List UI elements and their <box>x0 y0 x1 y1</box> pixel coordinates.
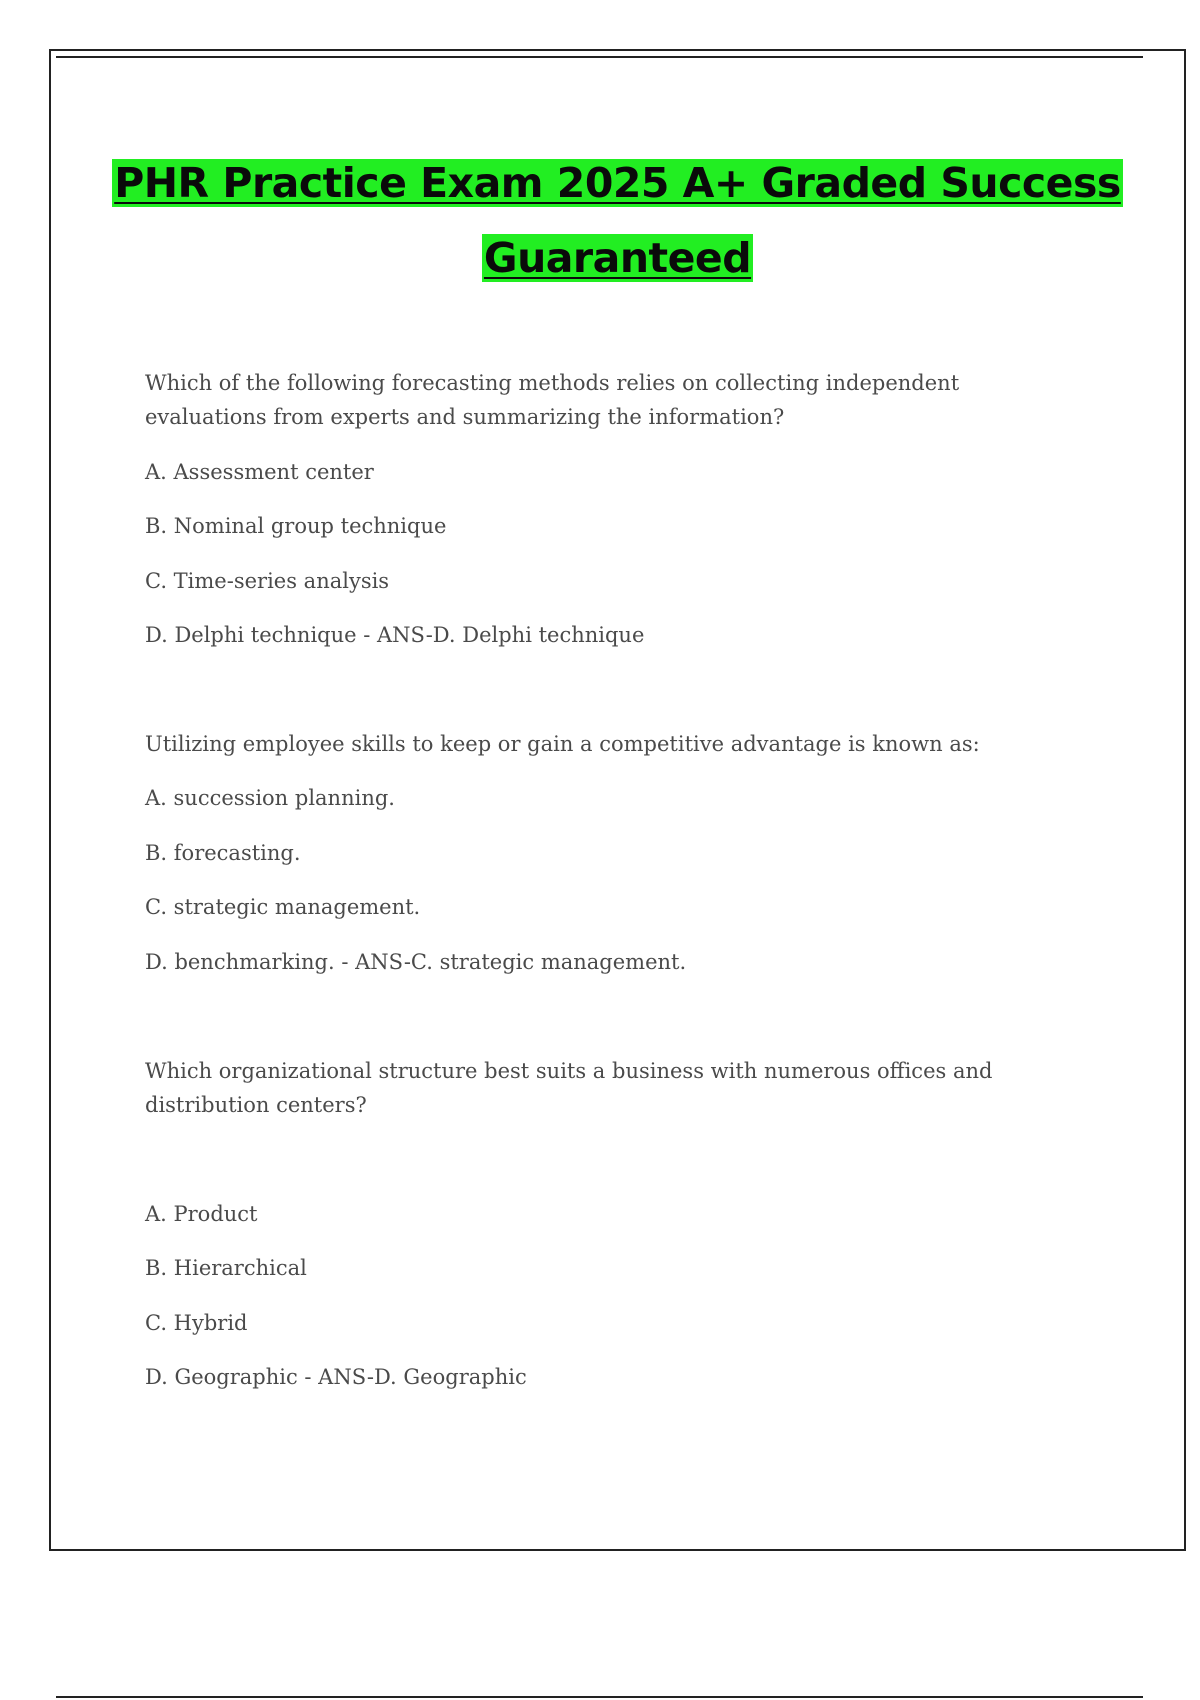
question-2-option-a: A. succession planning. <box>145 786 395 810</box>
question-1-option-b: B. Nominal group technique <box>145 514 447 538</box>
footer-rule <box>56 1696 1143 1698</box>
question-3-option-d-answer: D. Geographic - ANS-D. Geographic <box>145 1365 527 1389</box>
question-2-option-c: C. strategic management. <box>145 895 421 919</box>
question-3-text-line-2: distribution centers? <box>145 1093 367 1117</box>
question-2-option-b: B. forecasting. <box>145 841 301 865</box>
question-1-text-line-2: evaluations from experts and summarizing the information? <box>145 405 785 429</box>
title-line-2: Guaranteed <box>483 234 752 282</box>
question-1-option-c: C. Time-series analysis <box>145 569 390 593</box>
header-rule <box>56 56 1143 58</box>
question-1-text-line-1: Which of the following forecasting methods relies on collecting independent <box>145 371 960 395</box>
question-3-option-b: B. Hierarchical <box>145 1256 307 1280</box>
question-3-option-c: C. Hybrid <box>145 1311 248 1335</box>
question-3-option-a: A. Product <box>145 1202 258 1226</box>
document-title <box>100 146 1135 296</box>
question-3-text-line-1: Which organizational structure best suits a business with numerous offices and <box>145 1059 993 1083</box>
question-1-option-d-answer: D. Delphi technique - ANS-D. Delphi technique <box>145 623 645 647</box>
title-line-1: PHR Practice Exam 2025 A+ Graded Success <box>114 159 1121 207</box>
question-2-text-line-1: Utilizing employee skills to keep or gain a competitive advantage is known as: <box>145 732 980 756</box>
question-1-option-a: A. Assessment center <box>145 460 374 484</box>
question-2-option-d-answer: D. benchmarking. - ANS-C. strategic management. <box>145 950 687 974</box>
